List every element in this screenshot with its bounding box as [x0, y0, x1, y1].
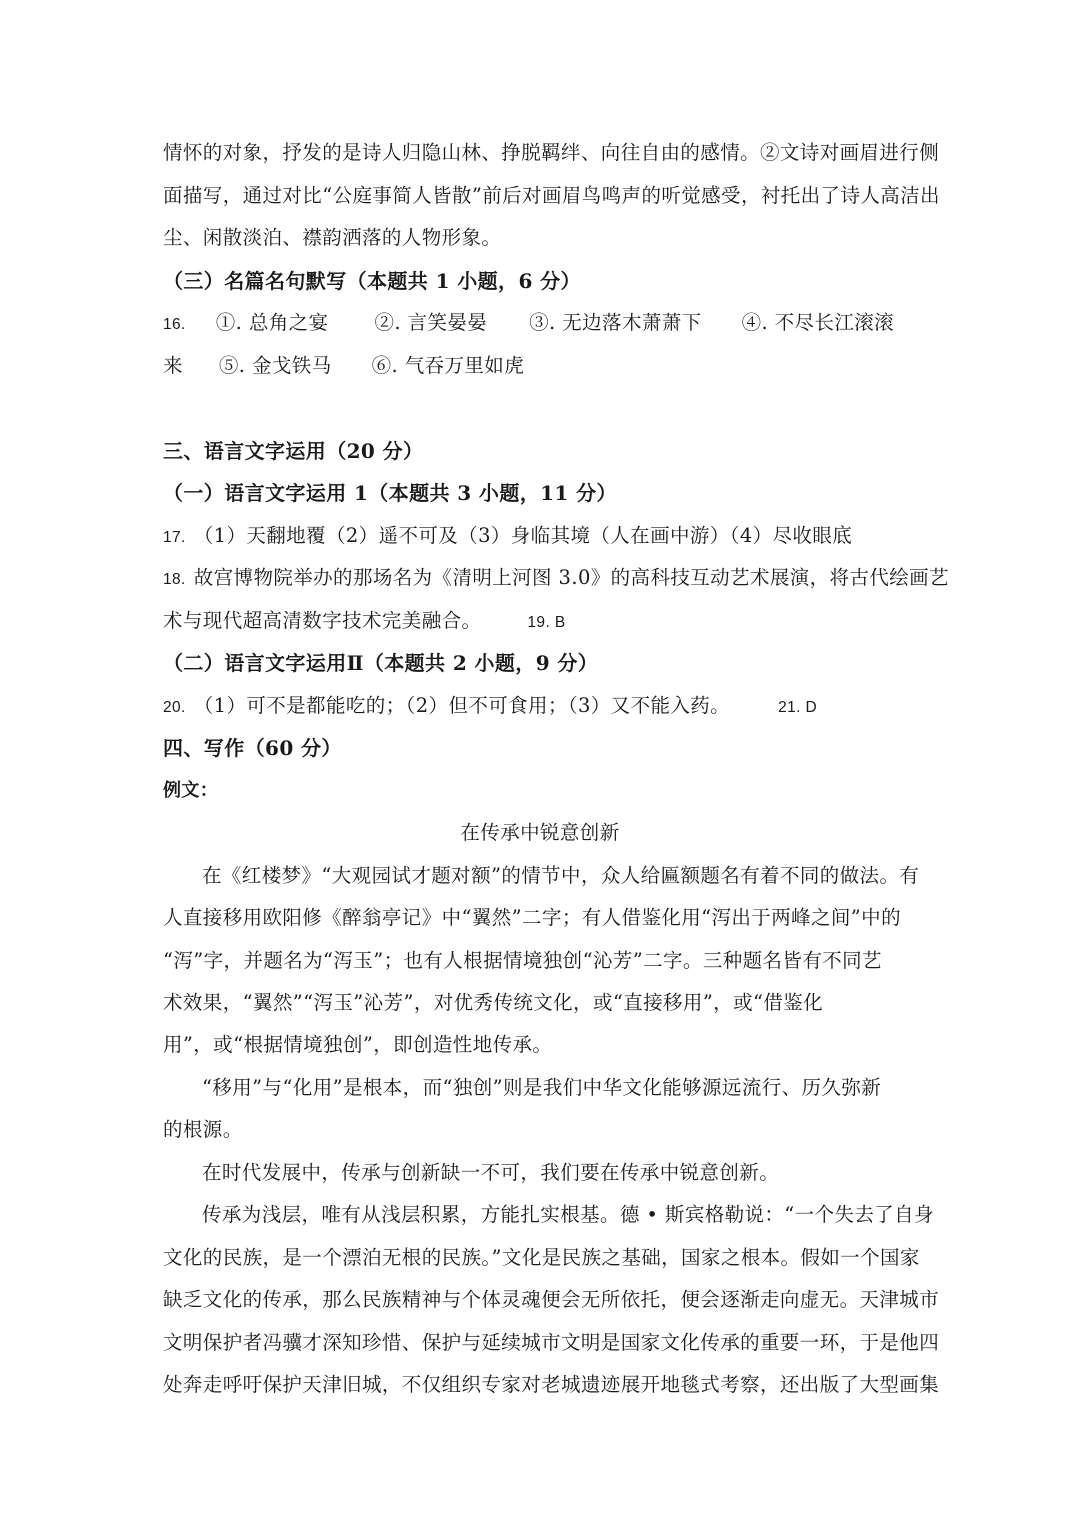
question-number: 20.: [163, 699, 186, 716]
text-line: 面描写，通过对比“公庭事简人皆散”前后对画眉鸟鸣声的听觉感受，衬托出了诗人高洁出: [163, 184, 940, 207]
essay-line: 的根源。: [163, 1118, 243, 1141]
answer-item: ③. 无边落木萧萧下: [529, 311, 702, 334]
answer-17: [163, 523, 923, 551]
answer-16-line2: [163, 353, 923, 379]
text-line: 尘、闲散淡泊、襟韵洒落的人物形象。: [163, 226, 502, 249]
essay-line: 文明保护者冯骥才深知珍惜、保护与延续城市文明是国家文化传承的重要一环，于是他四: [163, 1331, 940, 1354]
answer-19: 19. B: [527, 614, 566, 631]
question-number: 17.: [163, 529, 186, 546]
answer-18-line2: [163, 608, 923, 636]
essay-line: 在《红楼梦》“大观园试才题对额”的情节中，众人给匾额题名有着不同的做法。有: [202, 864, 920, 887]
answer-item: ④. 不尽长江滚滚: [741, 311, 895, 334]
essay-line: 传承为浅层，唯有从浅层积累，方能扎实根基。德 • 斯宾格勒说：“一个失去了自身: [202, 1203, 934, 1226]
answer-item: ①. 总角之宴: [215, 311, 329, 334]
essay-line: 缺乏文化的传承，那么民族精神与个体灵魂便会无所依托，便会逐渐走向虚无。天津城市: [163, 1288, 940, 1311]
part-heading: 四、写作（60 分）: [163, 736, 342, 760]
essay-line: “泻”字，并题名为“泻玉”；也有人根据情境独创“沁芳”二字。三种题名皆有不同艺: [163, 949, 882, 972]
essay-title: 在传承中锐意创新: [460, 821, 620, 844]
section-heading: （一）语言文字运用 1（本题共 3 小题，11 分）: [163, 481, 617, 505]
essay-line: 人直接移用欧阳修《醉翁亭记》中“翼然”二字；有人借鉴化用“泻出于两峰之间”中的: [163, 906, 901, 929]
essay-line: “移用”与“化用”是根本，而“独创”则是我们中华文化能够源远流行、历久弥新: [202, 1076, 882, 1099]
question-number: 18.: [163, 571, 186, 588]
essay-line: 文化的民族，是一个漂泊无根的民族。”文化是民族之基础，国家之根本。假如一个国家: [163, 1246, 920, 1269]
answer-item: ⑤. 金戈铁马: [218, 354, 332, 377]
answer-item: ②. 言笑晏晏: [374, 311, 488, 334]
section-heading: （二）语言文字运用Ⅱ（本题共 2 小题，9 分）: [163, 651, 599, 675]
essay-line: 在时代发展中，传承与创新缺一不可，我们要在传承中锐意创新。: [202, 1161, 780, 1184]
text-line: 情怀的对象，抒发的是诗人归隐山林、挣脱羁绊、向往自由的感情。②文诗对画眉进行侧: [163, 141, 940, 164]
answer-text: 故宫博物院举办的那场名为《清明上河图 3.0》的高科技互动艺术展演，将古代绘画艺: [193, 566, 949, 589]
answer-text: （1）可不是都能吃的；（2）但不可食用；（3）又不能入药。: [193, 694, 731, 717]
essay-line: 术效果，“翼然”“泻玉”沁芳”，对优秀传统文化，或“直接移用”，或“借鉴化: [163, 991, 824, 1014]
example-label: 例文：: [163, 780, 219, 801]
answer-20: [163, 693, 923, 721]
answer-item: 来: [163, 354, 183, 377]
answer-text: （1）天翻地覆（2）遥不可及（3）身临其境（人在画中游）（4）尽收眼底: [193, 524, 853, 547]
part-heading: 三、语言文字运用（20 分）: [163, 439, 424, 463]
answer-18-line1: [163, 565, 949, 593]
essay-line: 用”，或“根据情境独创”，即创造性地传承。: [163, 1033, 553, 1056]
essay-line: 处奔走呼吁保护天津旧城，不仅组织专家对老城遗迹展开地毯式考察，还出版了大型画集: [163, 1373, 940, 1396]
section-heading: （三）名篇名句默写（本题共 1 小题，6 分）: [163, 269, 581, 293]
answer-21: 21. D: [778, 699, 818, 716]
answer-16-line1: [163, 310, 923, 338]
question-number: 16.: [163, 316, 186, 333]
answer-item: ⑥. 气吞万里如虎: [371, 354, 525, 377]
answer-text: 术与现代超高清数字技术完美融合。: [163, 609, 482, 632]
